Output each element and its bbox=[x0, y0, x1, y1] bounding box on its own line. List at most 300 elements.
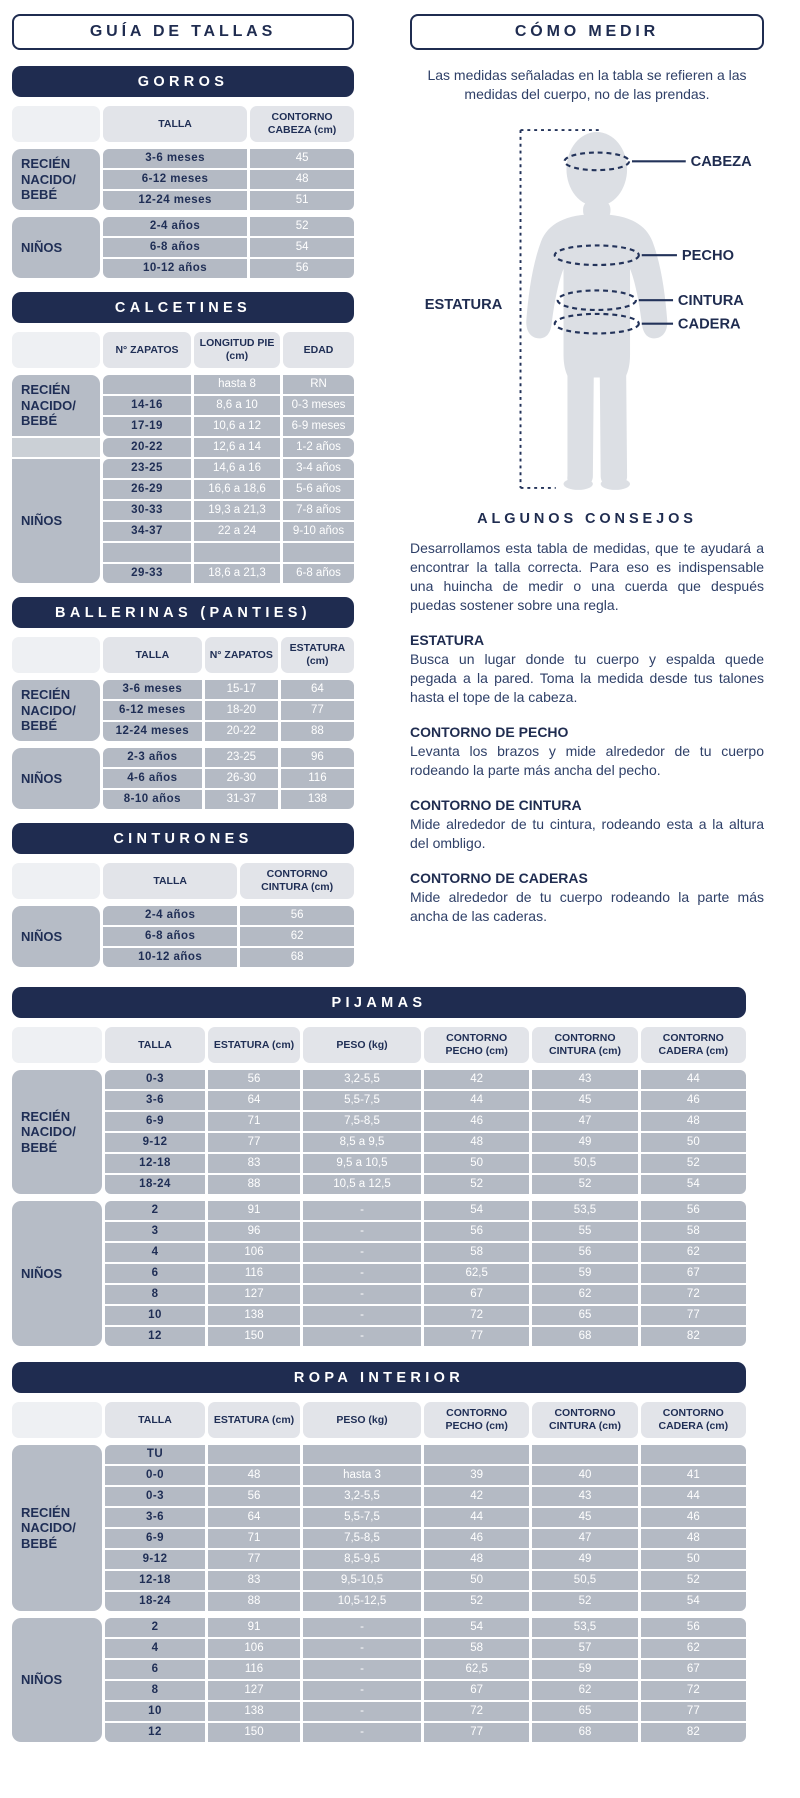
child-silhouette bbox=[526, 132, 667, 490]
table-cell: 9-12 bbox=[105, 1550, 205, 1569]
column-header: EDAD bbox=[283, 332, 354, 368]
table-cell: 12 bbox=[105, 1327, 205, 1346]
table-cell: 12-18 bbox=[105, 1571, 205, 1590]
table-cell: 46 bbox=[641, 1091, 746, 1110]
table-cell: 72 bbox=[424, 1306, 529, 1325]
tip-contorno-caderas bbox=[410, 870, 764, 926]
table-cell: 8-10 años bbox=[103, 790, 202, 809]
consejos-intro: Desarrollamos esta tabla de medidas, que te ayudará a encontrar la talla correcta. Para eso es indispensable una huincha de medir o una cuerda que después puedas sostener sobre una regla. bbox=[410, 539, 764, 613]
table-cell: 54 bbox=[424, 1201, 529, 1220]
table-cell: 48 bbox=[250, 170, 354, 189]
table-cell: 44 bbox=[641, 1487, 746, 1506]
tip-contorno-pecho bbox=[410, 724, 764, 780]
cabeza-label: CABEZA bbox=[690, 154, 752, 171]
table-cell: 50,5 bbox=[532, 1154, 637, 1173]
table-cell: 48 bbox=[424, 1550, 529, 1569]
table-cell: 71 bbox=[208, 1112, 300, 1131]
table-cell: 6-9 bbox=[105, 1112, 205, 1131]
column-header: CONTORNO PECHO (cm) bbox=[424, 1027, 529, 1063]
table-cell: 64 bbox=[208, 1091, 300, 1110]
table-cell: 54 bbox=[641, 1175, 746, 1194]
gorros-header: GORROS bbox=[12, 66, 354, 97]
table-cell: 65 bbox=[532, 1306, 637, 1325]
table-cell: 42 bbox=[424, 1487, 529, 1506]
table-cell: 8 bbox=[105, 1681, 205, 1700]
table-cell: 18-20 bbox=[205, 701, 278, 720]
calcetines-header: CALCETINES bbox=[12, 292, 354, 323]
table-cell: 5,5-7,5 bbox=[303, 1508, 421, 1527]
pijamas-header: PIJAMAS bbox=[12, 987, 746, 1018]
table-cell: 150 bbox=[208, 1723, 300, 1742]
table-corner-chip bbox=[12, 863, 100, 899]
table-cell: 56 bbox=[532, 1243, 637, 1262]
top-area bbox=[12, 14, 788, 981]
row-group-label: RECIÉN NACIDO/ BEBÉ bbox=[12, 149, 100, 210]
table-cell bbox=[424, 1445, 529, 1464]
column-header: TALLA bbox=[103, 863, 237, 899]
cinturones-header: CINTURONES bbox=[12, 823, 354, 854]
table-cell: 138 bbox=[208, 1702, 300, 1721]
table-cell: 6-8 años bbox=[103, 927, 237, 946]
table-cell: - bbox=[303, 1264, 421, 1283]
table-cell: 34-37 bbox=[103, 522, 191, 541]
table-cell: 50,5 bbox=[532, 1571, 637, 1590]
measuring-diagram bbox=[411, 118, 763, 505]
tip-body: Mide alrededor de tu cuerpo rodeando la parte más ancha de las caderas. bbox=[410, 889, 764, 925]
table-cell: 72 bbox=[424, 1702, 529, 1721]
group-spacer bbox=[12, 212, 354, 215]
table-cell: 62 bbox=[532, 1681, 637, 1700]
table-cell: 72 bbox=[641, 1285, 746, 1304]
table-cell: - bbox=[303, 1702, 421, 1721]
table-cell: 18-24 bbox=[105, 1175, 205, 1194]
table-cell: 49 bbox=[532, 1550, 637, 1569]
table-cell: 7,5-8,5 bbox=[303, 1529, 421, 1548]
table-cell: 52 bbox=[532, 1592, 637, 1611]
table-cell: - bbox=[303, 1285, 421, 1304]
table-cell: 62,5 bbox=[424, 1660, 529, 1679]
table-cell: 3,2-5,5 bbox=[303, 1487, 421, 1506]
table-cell: 52 bbox=[424, 1175, 529, 1194]
table-cell: 23-25 bbox=[205, 748, 278, 767]
table-cell: 4 bbox=[105, 1243, 205, 1262]
table-cell: RN bbox=[283, 375, 354, 394]
table-cell: 56 bbox=[424, 1222, 529, 1241]
table-cell: 116 bbox=[281, 769, 354, 788]
table-cell: 14-16 bbox=[103, 396, 191, 415]
body-measure-diagram bbox=[411, 118, 763, 500]
table-cell: 49 bbox=[532, 1133, 637, 1152]
table-cell: 51 bbox=[250, 191, 354, 210]
column-header: TALLA bbox=[105, 1027, 205, 1063]
table-cell: 50 bbox=[424, 1571, 529, 1590]
consejos-title: ALGUNOS CONSEJOS bbox=[477, 510, 697, 527]
table-cell: 77 bbox=[208, 1550, 300, 1569]
table-cell: 50 bbox=[641, 1133, 746, 1152]
table-cell: 8,6 a 10 bbox=[194, 396, 280, 415]
table-cell: 91 bbox=[208, 1201, 300, 1220]
table-cell: 59 bbox=[532, 1264, 637, 1283]
como-medir-intro: Las medidas señaladas en la tabla se refieren a las medidas del cuerpo, no de las prendas. bbox=[427, 67, 747, 102]
table-cell: 14,6 a 16 bbox=[194, 459, 280, 478]
calcetines-section bbox=[12, 292, 354, 583]
table-cell: 6 bbox=[105, 1660, 205, 1679]
tip-contorno-cintura bbox=[410, 797, 764, 853]
table-cell: 23-25 bbox=[103, 459, 191, 478]
table-cell: 52 bbox=[641, 1571, 746, 1590]
column-header: CONTORNO CADERA (cm) bbox=[641, 1402, 746, 1438]
column-header: CONTORNO CINTURA (cm) bbox=[532, 1402, 637, 1438]
table-cell: 44 bbox=[641, 1070, 746, 1089]
ropa-interior-table bbox=[12, 1402, 746, 1742]
column-header: PESO (kg) bbox=[303, 1027, 421, 1063]
table-cell: 88 bbox=[281, 722, 354, 741]
table-cell: - bbox=[303, 1306, 421, 1325]
table-cell: 20-22 bbox=[103, 438, 191, 457]
table-cell: 30-33 bbox=[103, 501, 191, 520]
table-cell: 77 bbox=[424, 1327, 529, 1346]
column-header: N° ZAPATOS bbox=[205, 637, 278, 673]
table-cell: 45 bbox=[250, 149, 354, 168]
table-cell: 72 bbox=[641, 1681, 746, 1700]
table-cell: 3,2-5,5 bbox=[303, 1070, 421, 1089]
table-cell: 96 bbox=[281, 748, 354, 767]
table-cell: 82 bbox=[641, 1327, 746, 1346]
table-cell: 6-9 bbox=[105, 1529, 205, 1548]
table-cell: 46 bbox=[641, 1508, 746, 1527]
tip-heading: CONTORNO DE PECHO bbox=[410, 724, 569, 740]
table-cell: 2-3 años bbox=[103, 748, 202, 767]
table-cell: 65 bbox=[532, 1702, 637, 1721]
table-cell: 116 bbox=[208, 1660, 300, 1679]
table-cell: 42 bbox=[424, 1070, 529, 1089]
table-cell: 46 bbox=[424, 1112, 529, 1131]
table-cell: 3 bbox=[105, 1222, 205, 1241]
table-cell: 62 bbox=[532, 1285, 637, 1304]
table-cell: 83 bbox=[208, 1154, 300, 1173]
table-cell: 77 bbox=[424, 1723, 529, 1742]
table-cell: 2 bbox=[105, 1618, 205, 1637]
table-cell: 46 bbox=[424, 1529, 529, 1548]
gorros-section bbox=[12, 66, 354, 278]
table-cell: 12,6 a 14 bbox=[194, 438, 280, 457]
table-cell: 39 bbox=[424, 1466, 529, 1485]
table-cell: 96 bbox=[208, 1222, 300, 1241]
table-cell: 57 bbox=[532, 1639, 637, 1658]
table-cell: 62,5 bbox=[424, 1264, 529, 1283]
table-corner-chip bbox=[12, 106, 100, 142]
table-cell: 3-6 bbox=[105, 1091, 205, 1110]
table-cell: 26-29 bbox=[103, 480, 191, 499]
row-group-label: RECIÉN NACIDO/ BEBÉ bbox=[12, 680, 100, 741]
table-cell: 20-22 bbox=[205, 722, 278, 741]
gorros-table bbox=[12, 106, 354, 278]
table-cell: 52 bbox=[532, 1175, 637, 1194]
column-header: CONTORNO CADERA (cm) bbox=[641, 1027, 746, 1063]
cinturones-table bbox=[12, 863, 354, 967]
table-cell: 56 bbox=[208, 1487, 300, 1506]
table-cell: - bbox=[303, 1723, 421, 1742]
table-cell: 56 bbox=[641, 1201, 746, 1220]
table-cell: 52 bbox=[641, 1154, 746, 1173]
table-cell: 68 bbox=[240, 948, 354, 967]
calcetines-table bbox=[12, 332, 354, 583]
table-cell: 47 bbox=[532, 1112, 637, 1131]
table-cell: 43 bbox=[532, 1487, 637, 1506]
column-header: TALLA bbox=[103, 106, 247, 142]
group-spacer bbox=[12, 743, 354, 746]
table-cell: 3-4 años bbox=[283, 459, 354, 478]
left-column bbox=[12, 14, 354, 981]
pijamas-table bbox=[12, 1027, 746, 1346]
table-cell: 53,5 bbox=[532, 1618, 637, 1637]
table-cell: 150 bbox=[208, 1327, 300, 1346]
table-cell: 45 bbox=[532, 1091, 637, 1110]
column-header: TALLA bbox=[103, 637, 202, 673]
page-title: GUÍA DE TALLAS bbox=[12, 14, 354, 50]
column-header: CONTORNO CABEZA (cm) bbox=[250, 106, 354, 142]
table-cell: - bbox=[303, 1201, 421, 1220]
row-group-label: RECIÉN NACIDO/ BEBÉ bbox=[12, 375, 100, 436]
table-cell: 7-8 años bbox=[283, 501, 354, 520]
table-cell: 5,5-7,5 bbox=[303, 1091, 421, 1110]
table-cell: 64 bbox=[281, 680, 354, 699]
column-header: TALLA bbox=[105, 1402, 205, 1438]
table-cell bbox=[283, 543, 354, 562]
table-cell: 77 bbox=[641, 1702, 746, 1721]
table-cell: 62 bbox=[240, 927, 354, 946]
table-cell: 82 bbox=[641, 1723, 746, 1742]
table-cell: 16,6 a 18,6 bbox=[194, 480, 280, 499]
table-cell: 62 bbox=[641, 1243, 746, 1262]
table-cell: 59 bbox=[532, 1660, 637, 1679]
table-cell: 47 bbox=[532, 1529, 637, 1548]
row-group-label bbox=[12, 438, 100, 457]
cinturones-section bbox=[12, 823, 354, 967]
table-cell: 1-2 años bbox=[283, 438, 354, 457]
table-cell: 52 bbox=[424, 1592, 529, 1611]
table-cell bbox=[103, 543, 191, 562]
ropa-interior-header: ROPA INTERIOR bbox=[12, 1362, 746, 1393]
table-cell: 48 bbox=[641, 1112, 746, 1131]
table-cell: 3-6 meses bbox=[103, 680, 202, 699]
table-cell: 31-37 bbox=[205, 790, 278, 809]
table-cell: 56 bbox=[641, 1618, 746, 1637]
table-cell: 17-19 bbox=[103, 417, 191, 436]
estatura-label: ESTATURA bbox=[424, 296, 503, 313]
table-cell: 106 bbox=[208, 1243, 300, 1262]
table-cell: 8 bbox=[105, 1285, 205, 1304]
pijamas-section bbox=[12, 987, 746, 1346]
table-cell: 6-8 años bbox=[103, 238, 247, 257]
table-cell: 10,5-12,5 bbox=[303, 1592, 421, 1611]
column-header: CONTORNO PECHO (cm) bbox=[424, 1402, 529, 1438]
table-cell: 18-24 bbox=[105, 1592, 205, 1611]
table-cell: 62 bbox=[641, 1639, 746, 1658]
ballerinas-section bbox=[12, 597, 354, 809]
group-spacer bbox=[12, 1196, 746, 1199]
ropa-interior-section bbox=[12, 1362, 746, 1742]
table-cell: 18,6 a 21,3 bbox=[194, 564, 280, 583]
table-cell: 58 bbox=[424, 1639, 529, 1658]
table-cell: 8,5-9,5 bbox=[303, 1550, 421, 1569]
table-cell: 12-24 meses bbox=[103, 722, 202, 741]
table-cell: 3-6 meses bbox=[103, 149, 247, 168]
table-cell: 15-17 bbox=[205, 680, 278, 699]
tip-body: Busca un lugar donde tu cuerpo y espalda quede pegada a la pared. Toma la medida desde tus talones hasta el tope de la cabeza. bbox=[410, 650, 764, 705]
row-group-label: RECIÉN NACIDO/ BEBÉ bbox=[12, 1445, 102, 1611]
ballerinas-header: BALLERINAS (PANTIES) bbox=[12, 597, 354, 628]
table-cell: 4 bbox=[105, 1639, 205, 1658]
table-cell: - bbox=[303, 1681, 421, 1700]
table-cell: 58 bbox=[424, 1243, 529, 1262]
table-cell: TU bbox=[105, 1445, 205, 1464]
table-cell: 9,5 a 10,5 bbox=[303, 1154, 421, 1173]
table-cell: 40 bbox=[532, 1466, 637, 1485]
table-cell: 26-30 bbox=[205, 769, 278, 788]
table-cell: 10 bbox=[105, 1306, 205, 1325]
table-cell: 67 bbox=[641, 1660, 746, 1679]
table-cell: 54 bbox=[250, 238, 354, 257]
table-cell: 56 bbox=[250, 259, 354, 278]
row-group-label: RECIÉN NACIDO/ BEBÉ bbox=[12, 1070, 102, 1194]
table-cell bbox=[641, 1445, 746, 1464]
table-cell: 0-3 meses bbox=[283, 396, 354, 415]
table-cell: 64 bbox=[208, 1508, 300, 1527]
table-cell: 29-33 bbox=[103, 564, 191, 583]
column-header: ESTATURA (cm) bbox=[281, 637, 354, 673]
table-cell: 6 bbox=[105, 1264, 205, 1283]
table-cell: 6-9 meses bbox=[283, 417, 354, 436]
table-cell: 9-10 años bbox=[283, 522, 354, 541]
table-cell: 58 bbox=[641, 1222, 746, 1241]
table-cell: 44 bbox=[424, 1091, 529, 1110]
column-header: CONTORNO CINTURA (cm) bbox=[240, 863, 354, 899]
table-cell: - bbox=[303, 1618, 421, 1637]
table-cell: 48 bbox=[208, 1466, 300, 1485]
table-cell: 0-3 bbox=[105, 1487, 205, 1506]
tip-body: Mide alrededor de tu cintura, rodeando esta a la altura del ombligo. bbox=[410, 816, 764, 852]
table-cell: 6-12 meses bbox=[103, 170, 247, 189]
table-cell: 8,5 a 9,5 bbox=[303, 1133, 421, 1152]
table-cell: 67 bbox=[424, 1681, 529, 1700]
table-cell: 5-6 años bbox=[283, 480, 354, 499]
row-group-label: NIÑOS bbox=[12, 217, 100, 278]
table-cell: 12 bbox=[105, 1723, 205, 1742]
table-cell: 71 bbox=[208, 1529, 300, 1548]
table-cell: 10,6 a 12 bbox=[194, 417, 280, 436]
table-cell: 67 bbox=[641, 1264, 746, 1283]
table-cell: 9,5-10,5 bbox=[303, 1571, 421, 1590]
table-cell: 0-0 bbox=[105, 1466, 205, 1485]
pecho-label: PECHO bbox=[681, 247, 734, 264]
table-cell: 44 bbox=[424, 1508, 529, 1527]
table-cell: 127 bbox=[208, 1681, 300, 1700]
table-cell: 7,5-8,5 bbox=[303, 1112, 421, 1131]
table-cell: 116 bbox=[208, 1264, 300, 1283]
tip-body: Levanta los brazos y mide alrededor de tu cuerpo rodeando la parte más ancha del pecho. bbox=[410, 743, 764, 779]
row-group-label: NIÑOS bbox=[12, 1201, 102, 1346]
table-corner-chip bbox=[12, 1027, 102, 1063]
table-cell bbox=[303, 1445, 421, 1464]
table-cell: 10-12 años bbox=[103, 259, 247, 278]
table-cell: 3-6 bbox=[105, 1508, 205, 1527]
column-header: PESO (kg) bbox=[303, 1402, 421, 1438]
column-header: N° ZAPATOS bbox=[103, 332, 191, 368]
table-cell: 138 bbox=[281, 790, 354, 809]
table-cell: 43 bbox=[532, 1070, 637, 1089]
tip-estatura bbox=[410, 632, 764, 707]
table-cell: 50 bbox=[641, 1550, 746, 1569]
table-cell: 53,5 bbox=[532, 1201, 637, 1220]
como-medir-title: CÓMO MEDIR bbox=[410, 14, 764, 50]
table-cell: 10,5 a 12,5 bbox=[303, 1175, 421, 1194]
table-cell: 77 bbox=[281, 701, 354, 720]
table-cell: 12-18 bbox=[105, 1154, 205, 1173]
row-group-label: NIÑOS bbox=[12, 459, 100, 583]
table-cell: 54 bbox=[424, 1618, 529, 1637]
row-group-label: NIÑOS bbox=[12, 906, 100, 967]
table-cell: 48 bbox=[641, 1529, 746, 1548]
table-cell: 83 bbox=[208, 1571, 300, 1590]
table-cell: 19,3 a 21,3 bbox=[194, 501, 280, 520]
tip-heading: CONTORNO DE CADERAS bbox=[410, 870, 588, 887]
table-cell: 88 bbox=[208, 1175, 300, 1194]
column-header: CONTORNO CINTURA (cm) bbox=[532, 1027, 637, 1063]
table-cell: 67 bbox=[424, 1285, 529, 1304]
table-cell: 77 bbox=[641, 1306, 746, 1325]
table-cell: - bbox=[303, 1660, 421, 1679]
table-cell bbox=[532, 1445, 637, 1464]
cadera-label: CADERA bbox=[677, 316, 741, 333]
table-cell: - bbox=[303, 1222, 421, 1241]
table-cell: 91 bbox=[208, 1618, 300, 1637]
tip-heading: CONTORNO DE CINTURA bbox=[410, 797, 582, 814]
table-cell bbox=[194, 543, 280, 562]
table-cell: 127 bbox=[208, 1285, 300, 1304]
table-corner-chip bbox=[12, 637, 100, 673]
table-cell: 50 bbox=[424, 1154, 529, 1173]
table-cell: 56 bbox=[240, 906, 354, 925]
group-spacer bbox=[12, 1613, 746, 1616]
table-cell: 55 bbox=[532, 1222, 637, 1241]
table-corner-chip bbox=[12, 332, 100, 368]
column-header: ESTATURA (cm) bbox=[208, 1402, 300, 1438]
table-cell: 48 bbox=[424, 1133, 529, 1152]
table-cell bbox=[208, 1445, 300, 1464]
table-cell: - bbox=[303, 1243, 421, 1262]
table-corner-chip bbox=[12, 1402, 102, 1438]
table-cell: 6-12 meses bbox=[103, 701, 202, 720]
ballerinas-table bbox=[12, 637, 354, 809]
table-cell: 2 bbox=[105, 1201, 205, 1220]
table-cell: 0-3 bbox=[105, 1070, 205, 1089]
right-column bbox=[354, 14, 788, 981]
table-cell: 10 bbox=[105, 1702, 205, 1721]
column-header: ESTATURA (cm) bbox=[208, 1027, 300, 1063]
table-cell: 52 bbox=[250, 217, 354, 236]
table-cell bbox=[103, 375, 191, 394]
table-cell: 138 bbox=[208, 1306, 300, 1325]
table-cell: 9-12 bbox=[105, 1133, 205, 1152]
table-cell: 6-8 años bbox=[283, 564, 354, 583]
table-cell: 56 bbox=[208, 1070, 300, 1089]
table-cell: 88 bbox=[208, 1592, 300, 1611]
table-cell: 12-24 meses bbox=[103, 191, 247, 210]
table-cell: 68 bbox=[532, 1723, 637, 1742]
table-cell: 106 bbox=[208, 1639, 300, 1658]
table-cell: 2-4 años bbox=[103, 906, 237, 925]
